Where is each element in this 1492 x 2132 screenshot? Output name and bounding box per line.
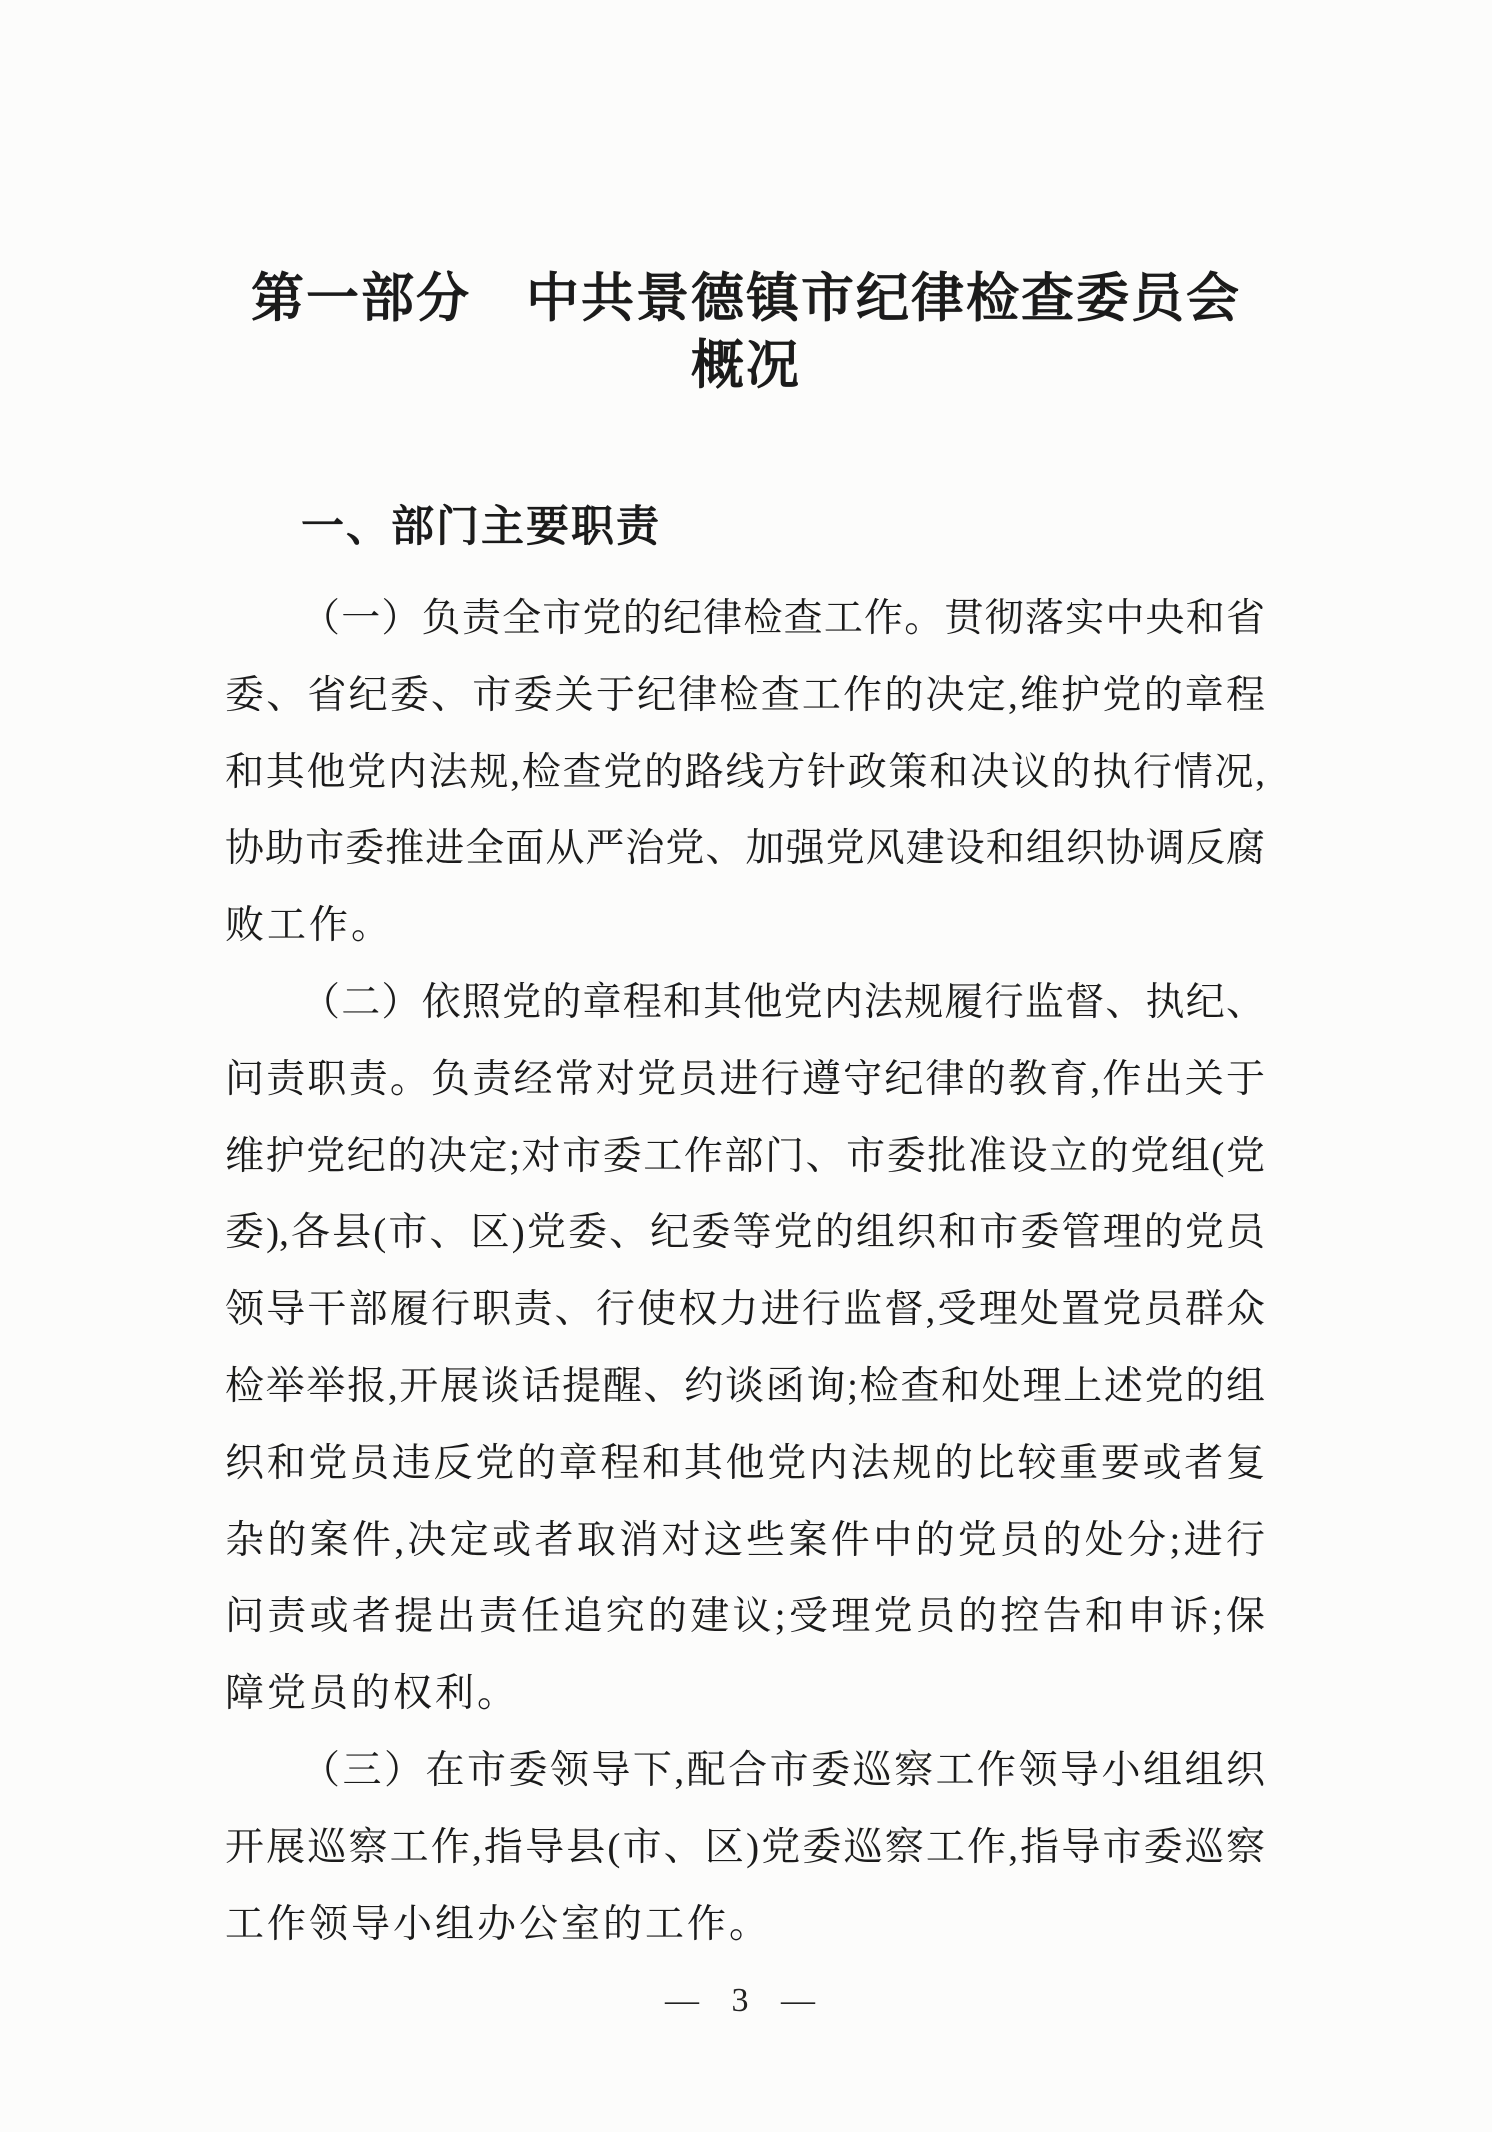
- text-line: （一）负责全市党的纪律检查工作。贯彻落实中央和省: [301, 597, 1265, 640]
- text-line: 领导干部履行职责、行使权力进行监督,受理处置党员群众: [225, 1288, 1265, 1332]
- text-line: 协助市委推进全面从严治党、加强党风建设和组织协调反腐: [225, 827, 1265, 871]
- text-line: 败工作。: [225, 904, 394, 948]
- paragraph-1: [225, 581, 1265, 965]
- paragraph-3: [225, 1733, 1265, 1963]
- text-line: 维护党纪的决定;对市委工作部门、市委批准设立的党组(党: [225, 1134, 1265, 1178]
- text-line: 检举举报,开展谈话提醒、约谈函询;检查和处理上述党的组: [225, 1364, 1265, 1408]
- text-line: 和其他党内法规,检查党的路线方针政策和决议的执行情况,: [225, 750, 1265, 794]
- page-number: — 3 —: [665, 1982, 827, 2019]
- document-body: [225, 497, 1265, 1963]
- title-line-2: 概况: [691, 337, 801, 395]
- document-title: [0, 266, 1492, 400]
- text-line: 委),各县(市、区)党委、纪委等党的组织和市委管理的党员: [225, 1211, 1265, 1255]
- text-line: 问责职责。负责经常对党员进行遵守纪律的教育,作出关于: [225, 1057, 1265, 1101]
- text-line: 工作领导小组办公室的工作。: [225, 1902, 772, 1946]
- text-line: 杂的案件,决定或者取消对这些案件中的党员的处分;进行: [225, 1518, 1265, 1562]
- text-line: 织和党员违反党的章程和其他党内法规的比较重要或者复: [225, 1441, 1265, 1485]
- text-line: 障党员的权利。: [225, 1672, 520, 1716]
- text-line: 问责或者提出责任追究的建议;受理党员的控告和申诉;保: [225, 1595, 1265, 1639]
- text-line: （二）依照党的章程和其他党内法规履行监督、执纪、: [301, 980, 1265, 1024]
- paragraph-2: [225, 965, 1265, 1733]
- text-line: （三）在市委领导下,配合市委巡察工作领导小组组织: [301, 1748, 1265, 1792]
- text-line: 委、省纪委、市委关于纪律检查工作的决定,维护党的章程: [225, 673, 1265, 717]
- text-line: 开展巡察工作,指导县(市、区)党委巡察工作,指导市委巡察: [225, 1825, 1265, 1869]
- title-line-1: 第一部分 中共景德镇市纪律检查委员会: [251, 270, 1241, 328]
- section-heading: 一、部门主要职责: [301, 503, 661, 551]
